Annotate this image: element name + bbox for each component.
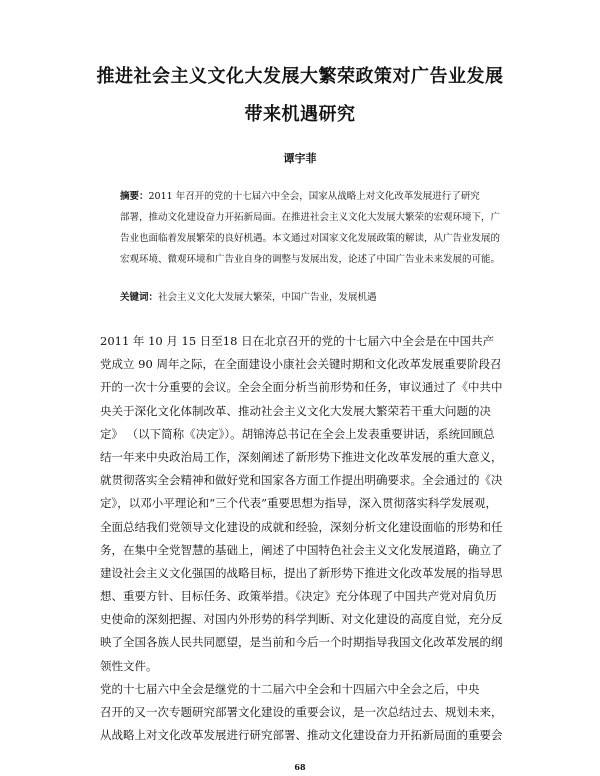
body-line: 定》 （以下简称《决定》）。胡锦涛总书记在全会上发表重要讲话，系统回顾总 [100,426,495,441]
body-line: 从战略上对文化改革发展进行研究部署、推动文化建设奋力开拓新局面的重要会 [100,728,503,743]
title-line-2: 带来机遇研究 [244,104,356,125]
body-line: 央关于深化文化体制改革、推动社会主义文化大发展大繁荣若干重大问题的决 [100,403,491,418]
body-line: 想、重要方针、目标任务、政策举措。《决定》充分体现了中国共产党对肩负历 [100,589,497,604]
body-line: 党成立 90 周年之际，在全面建设小康社会关键时期和文化改革发展重要阶段召 [100,357,502,372]
keywords [120,289,510,303]
author: 谭宇菲 [283,152,317,165]
body-line: 史使命的深刻把握、对国内外形势的科学判断、对文化建设的高度自觉，充分反 [100,612,503,627]
page-number: 68 [294,762,306,772]
abstract-line: 告业也面临着发展繁荣的良好机遇。本文通过对国家文化发展政策的解读，从广告业发展的 [120,233,501,244]
body-line: 2011 年 10 月 15 日至18 日在北京召开的党的十七届六中全会是在中国共产 [100,334,495,348]
abstract-line [120,186,510,207]
body-line: 领性文件。 [100,658,158,673]
abstract [120,186,510,270]
body-line: 就贯彻落实全会精神和做好党和国家各方面工作提出明确要求。全会通过的《决 [100,473,503,488]
body-line: 结一年来中央政治局工作，深刻阐述了新形势下推进文化改革发展的重大意义， [100,449,503,464]
body-line: 务，在集中全党智慧的基础上，阐述了中国特色社会主义文化发展道路，确立了 [100,542,503,557]
abstract-label: 摘要： [120,191,149,202]
abstract-text: 2011 年召开的党的十七届六中全会，国家从战略上对文化改革发展进行了研究 [148,191,480,202]
body-text [100,330,510,747]
body-line: 建设社会主义文化强国的战略目标，提出了新形势下推进文化改革发展的指导思 [100,565,503,580]
abstract-line: 部署，推动文化建设奋力开拓新局面。在推进社会主义文化大发展大繁荣的宏观环境下，广 [120,212,501,223]
keywords-label: 关键词： [120,292,159,303]
abstract-line: 宏观环境、微观环境和广告业自身的调整与发展出发，论述了中国广告业未来发展的可能。 [120,254,501,265]
keywords-text: 社会主义文化大发展大繁荣，中国广告业，发展机遇 [158,292,377,303]
body-line: 映了全国各族人民共同愿望，是当前和今后一个时期指导我国文化改革发展的纲 [100,635,503,650]
body-line: 召开的又一次专题研究部署文化建设的重要会议，是一次总结过去、规划未来， [100,705,503,719]
body-line: 全面总结我们党领导文化建设的成就和经验，深刻分析文化建设面临的形势和任 [100,519,503,534]
body-line: 党的十七届六中全会是继党的十二届六中全会和十四届六中全会之后，中央 [100,681,480,696]
body-line: 开的一次十分重要的会议。全会全面分析当前形势和任务，审议通过了《中共中 [100,380,503,395]
body-line: 定》，以邓小平理论和“三个代表”重要思想为指导，深入贯彻落实科学发展观， [100,496,498,511]
title-line-1: 推进社会主义文化大发展大繁荣政策对广告业发展 [96,66,504,87]
